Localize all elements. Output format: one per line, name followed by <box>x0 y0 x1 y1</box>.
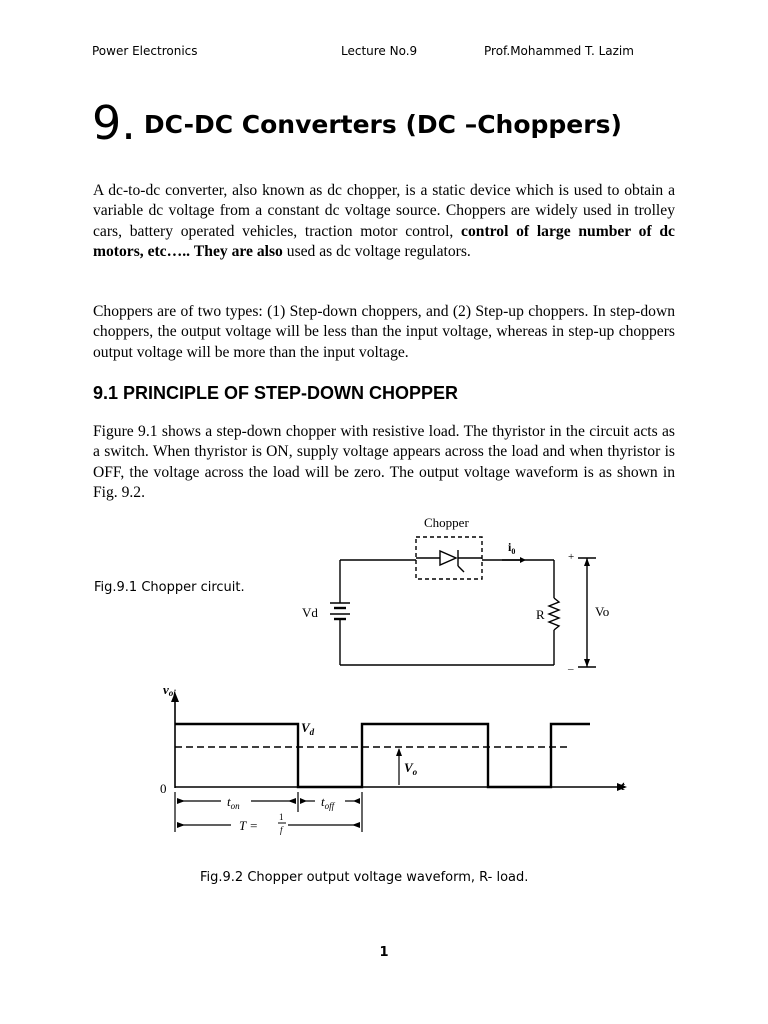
paragraph-intro-text: A dc-to-dc converter, also known as dc chopper, is a static device which is used to obtain a variable dc voltage from a constant dc voltage source. Choppers are widely used in trolley cars, battery operated vehicles, traction motor control, <box>93 182 675 240</box>
chopper-label: Chopper <box>424 515 469 530</box>
minus-sign: – <box>568 663 574 675</box>
output-waveform-diagram <box>155 680 635 840</box>
paragraph-intro-end: used as dc voltage regulators. <box>286 242 471 260</box>
header-course: Power Electronics <box>92 44 198 58</box>
plus-sign: + <box>568 551 575 563</box>
freq-denominator: f <box>280 825 283 835</box>
paragraph-intro-bold-2: They are also <box>193 242 283 260</box>
vo-label: $V_o$ <box>404 760 418 777</box>
x-axis-label: t <box>621 778 625 793</box>
paragraph-intro <box>93 181 675 262</box>
resistor-label: R <box>536 607 545 622</box>
ton-label: $t_{on}$ <box>227 794 240 811</box>
section-heading: 9.1 PRINCIPLE OF STEP-DOWN CHOPPER <box>93 383 459 403</box>
vd-label: $V_d$ <box>301 720 315 737</box>
y-axis-label: voi <box>163 682 176 698</box>
toff-label: $t_{off}$ <box>321 794 335 811</box>
paragraph-principle: Figure 9.1 shows a step-down chopper with resistive load. The thyristor in the circuit acts as a switch. When thyristor is ON, supply voltage appears across the load and when thyristor is OFF, the voltage across the load will be zero. The output voltage waveform is as shown in Fig. 9.2. <box>93 423 675 501</box>
current-label: $i_0$ <box>508 540 516 556</box>
page-title <box>92 96 622 150</box>
paragraph-intro-bold: control of large number of dc motors, etc….. <box>93 222 675 260</box>
title-text: DC-DC Converters (DC –Choppers) <box>143 110 622 139</box>
origin-label: 0 <box>160 781 167 796</box>
header-author: Prof.Mohammed T. Lazim <box>484 44 634 58</box>
chopper-circuit-diagram <box>290 510 630 675</box>
output-voltage-label: Vo <box>595 604 610 619</box>
paragraph-types: Choppers are of two types: (1) Step-down choppers, and (2) Step-up choppers. In step-down choppers, the output voltage will be less than the input voltage, whereas in step-up choppers output voltage will be more than the input voltage. <box>93 303 675 361</box>
source-label: Vd <box>302 605 318 620</box>
freq-numerator: 1 <box>279 812 284 822</box>
period-label: T = <box>239 818 259 833</box>
header-lecture: Lecture No.9 <box>341 44 418 58</box>
title-number: 9. <box>92 96 136 150</box>
page-number: 1 <box>379 945 389 960</box>
figure-2-caption: Fig.9.2 Chopper output voltage waveform, R- load. <box>200 870 529 885</box>
figure-1-caption: Fig.9.1 Chopper circuit. <box>94 580 245 595</box>
